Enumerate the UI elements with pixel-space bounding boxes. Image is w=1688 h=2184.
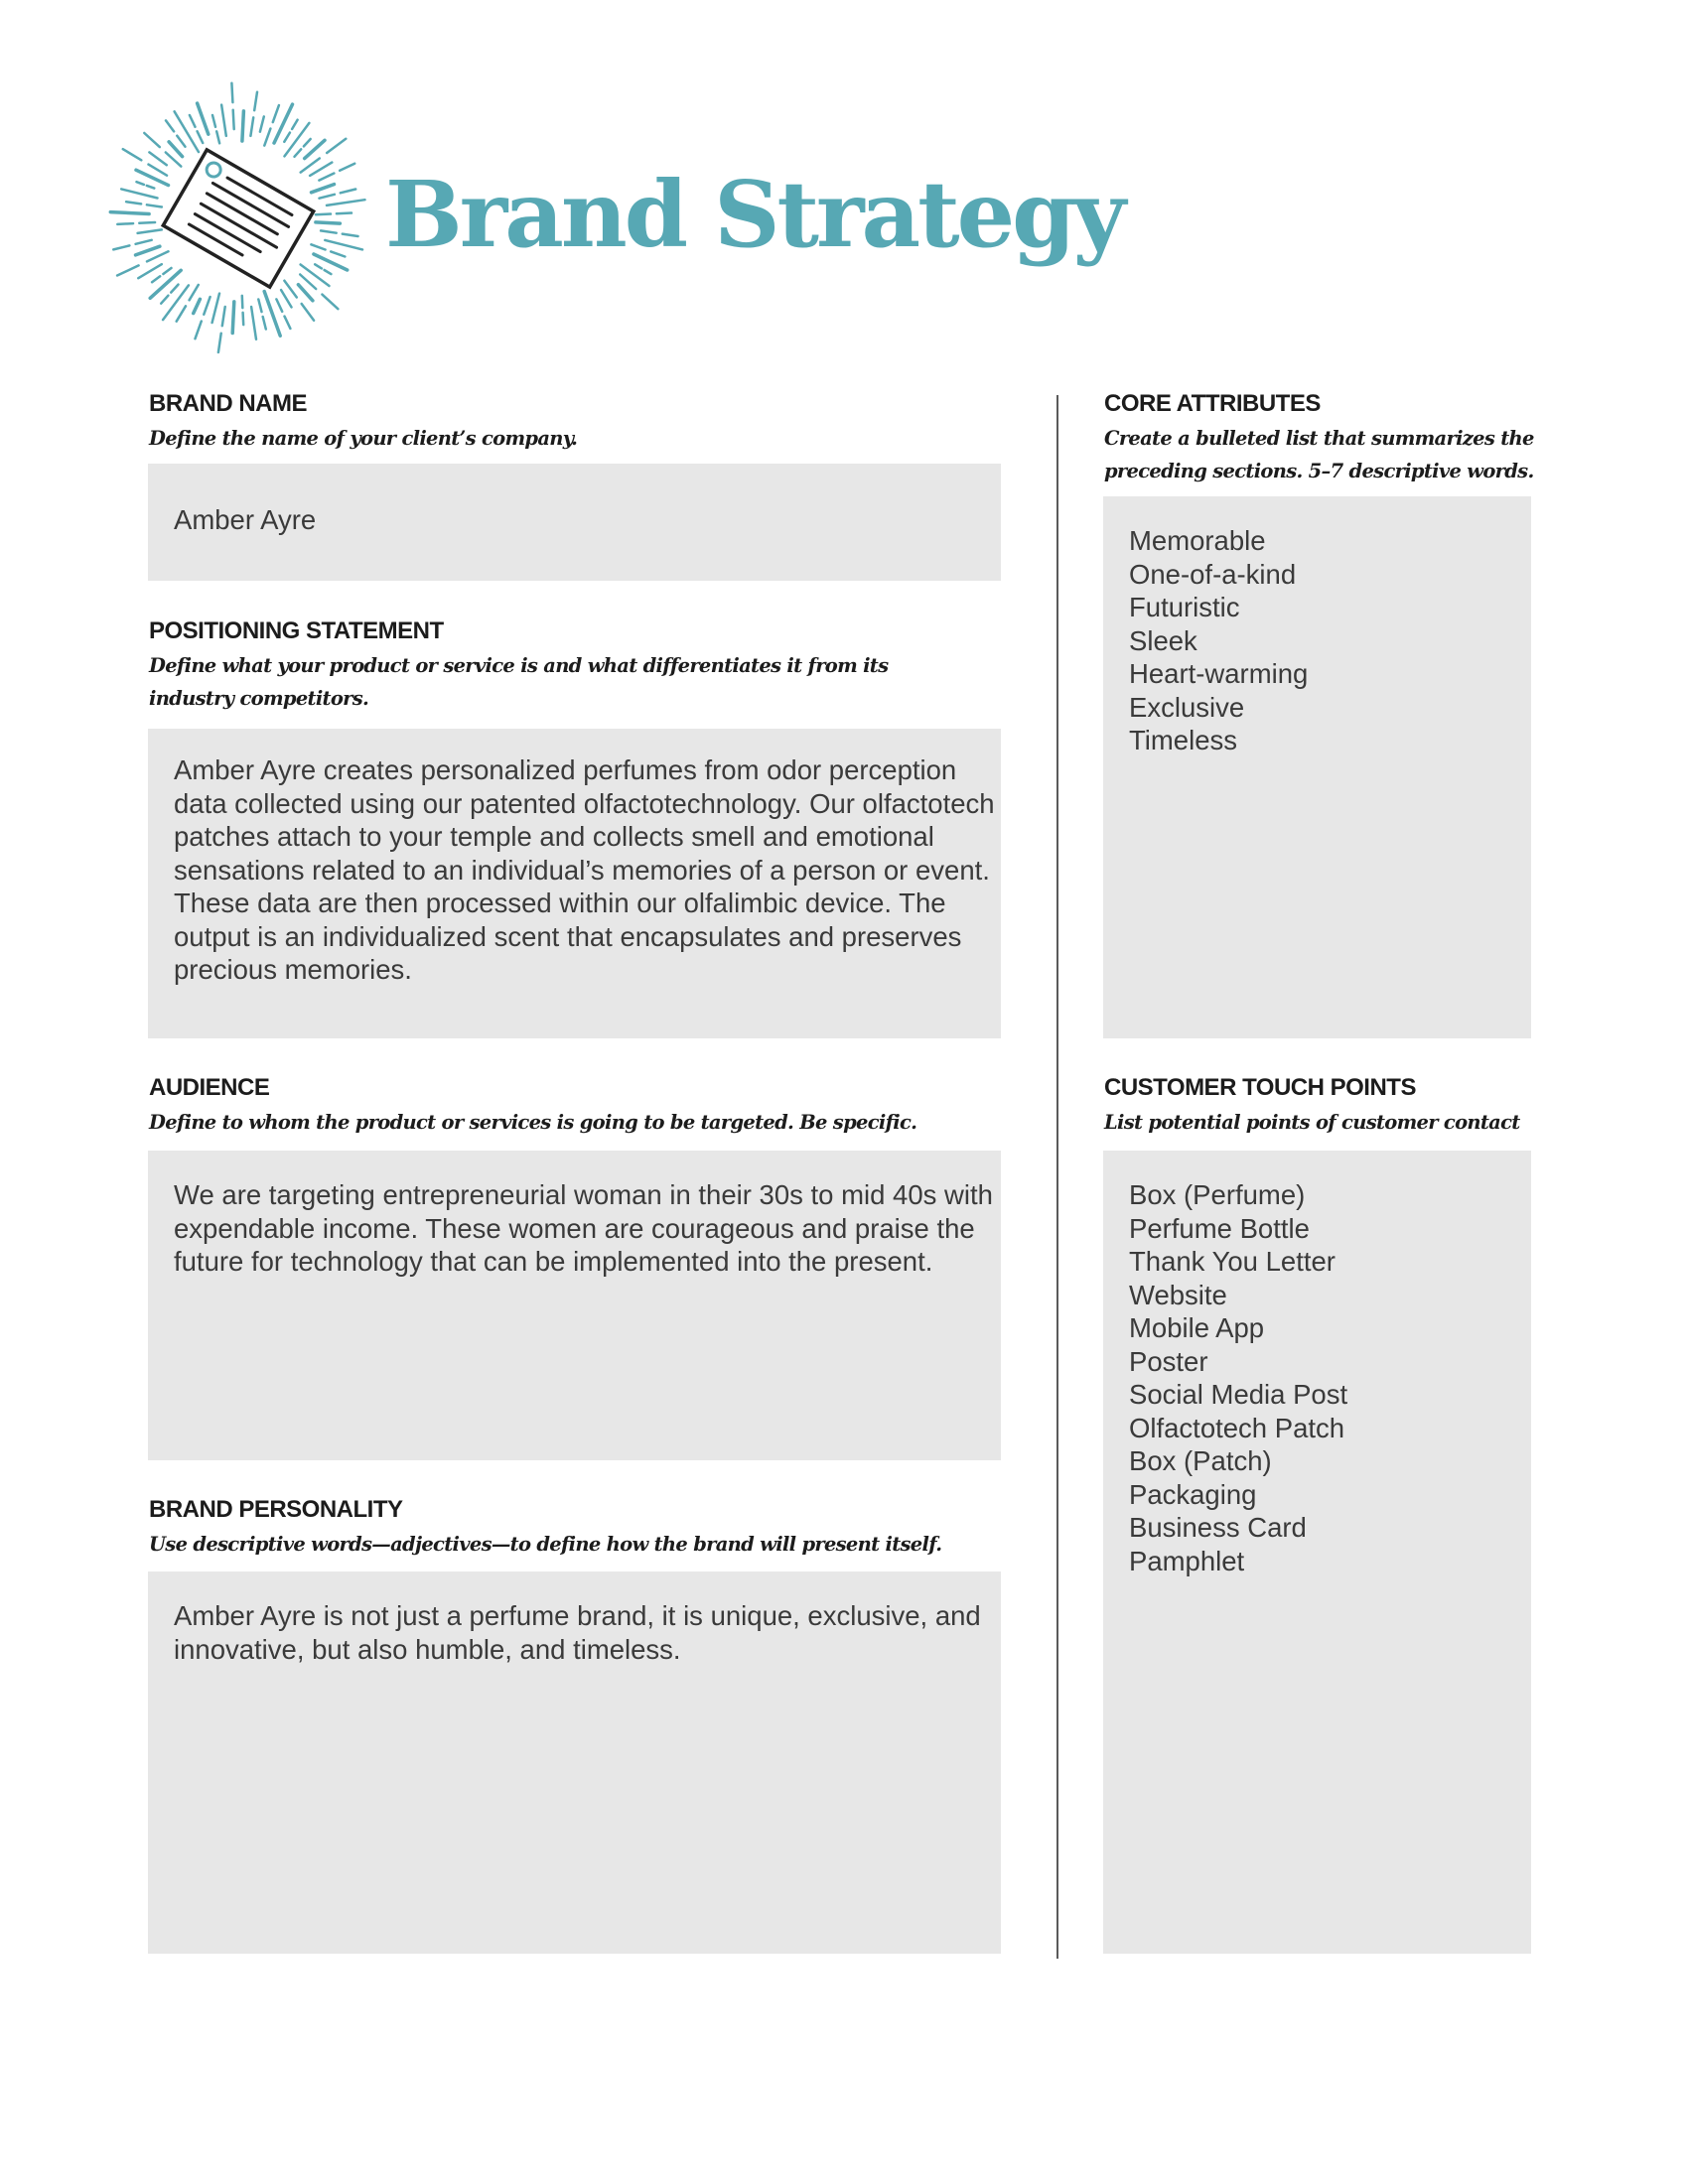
starburst-ray [194,299,201,313]
starburst-ray [315,264,322,268]
starburst-ray [319,174,334,181]
starburst-ray [190,285,199,300]
starburst-ray [136,240,152,244]
starburst-ray [273,105,279,122]
audience-section [149,1074,1003,1139]
starburst-ray [321,230,337,232]
positioning-statement-field[interactable] [148,729,1001,1038]
starburst-ray [340,164,354,171]
positioning-statement-description: Define what your product or service is and what differentiates it from its industry competitors. [149,654,889,710]
starburst-ray [254,92,257,111]
starburst-ray [171,285,178,293]
starburst-ray [139,222,155,223]
starburst-ray [327,200,365,205]
list-item: Timeless [1129,725,1237,755]
starburst-ray [341,190,355,194]
starburst-ray [325,240,362,250]
document-starburst-icon [94,79,382,367]
list-item: One-of-a-kind [1129,558,1297,590]
starburst-ray [198,131,204,143]
starburst-ray [243,313,244,325]
list-item: Thank You Letter [1129,1246,1336,1277]
starburst-ray [136,246,160,255]
starburst-ray [198,103,209,134]
starburst-ray [231,83,232,102]
core-attributes-field[interactable] [1103,496,1531,1038]
starburst-ray [331,251,345,256]
starburst-ray [242,111,244,141]
starburst-ray [327,139,346,153]
customer-touch-points-list [1129,1178,1531,1577]
starburst-ray [218,334,221,352]
core-attributes-description: Create a bulleted list that summarizes the preceding sections. 5–7 descriptive words. [1104,427,1534,482]
starburst-ray [322,295,338,310]
starburst-ray [161,296,168,304]
starburst-ray [264,129,270,146]
brand-name-section [149,390,1003,455]
list-item: Box (Patch) [1129,1445,1272,1476]
starburst-ray [285,317,291,329]
brand-personality-section [149,1496,1003,1561]
starburst-ray [169,142,183,157]
starburst-ray [251,307,256,340]
starburst-ray [301,265,330,287]
starburst-ray [316,214,331,215]
starburst-ray [117,265,139,275]
starburst-ray [295,149,302,157]
customer-touch-points-section [1104,1074,1561,1139]
starburst-ray [284,281,296,298]
starburst-ray [212,294,219,323]
starburst-ray [242,296,243,308]
list-item: Exclusive [1129,691,1245,723]
core-attributes-section [1104,390,1561,487]
starburst-ray [121,189,157,198]
starburst-ray [177,136,185,147]
list-item: Social Media Post [1129,1379,1348,1410]
starburst-ray [212,115,215,127]
starburst-ray [177,306,186,321]
starburst-ray [285,123,310,156]
starburst-ray [117,223,133,224]
starburst-ray [325,270,332,274]
brand-personality-heading: BRAND PERSONALITY [149,1496,403,1523]
brand-personality-value: Amber Ayre is not just a perfume brand, it is unique, exclusive, and innovative, but also humble, and timeless. [174,1600,981,1665]
starburst-ray [311,244,325,249]
starburst-ray [144,133,160,147]
brand-name-description: Define the name of your client’s company. [149,427,578,450]
starburst-ray [263,317,266,330]
starburst-ray [166,120,174,131]
list-item: Memorable [1129,525,1266,556]
starburst-ray [258,300,261,313]
starburst-ray [281,290,291,307]
brand-name-heading: BRAND NAME [149,390,307,417]
list-item: Sleek [1129,624,1197,656]
starburst-ray [113,245,129,249]
starburst-ray [292,120,298,129]
brand-name-field[interactable] [148,464,1001,581]
core-attributes-list [1129,524,1531,757]
list-item: Perfume Bottle [1129,1212,1310,1244]
column-divider [1056,395,1058,1959]
starburst-ray [302,304,314,321]
brand-name-value: Amber Ayre [174,504,317,535]
customer-touch-points-description: List potential points of customer contact [1104,1111,1520,1134]
starburst-ray [123,149,142,160]
list-item: Mobile App [1129,1312,1265,1343]
starburst-ray [138,229,162,233]
audience-value: We are targeting entrepreneurial woman in their 30s to mid 40s with expendable income. These women are courageous and praise the future for technology that can be implemented into the present. [174,1179,993,1277]
starburst-ray [152,276,160,282]
audience-field[interactable] [148,1151,1001,1460]
audience-heading: AUDIENCE [149,1074,270,1101]
starburst-ray [337,213,352,214]
starburst-ray [163,285,189,320]
starburst-ray [320,195,335,199]
starburst-ray [221,105,226,136]
starburst-ray [163,268,171,274]
starburst-ray [222,307,225,326]
list-item: Pamphlet [1129,1545,1245,1576]
positioning-statement-heading: POSITIONING STATEMENT [149,617,444,644]
starburst-ray [316,222,341,223]
list-item: Heart-warming [1129,658,1309,689]
core-attributes-heading: CORE ATTRIBUTES [1104,390,1321,417]
starburst-ray [233,110,234,129]
customer-touch-points-field[interactable] [1103,1151,1531,1954]
starburst-ray [204,297,210,315]
starburst-ray [312,185,335,193]
starburst-ray [276,299,282,311]
starburst-ray [298,285,313,301]
starburst-ray [149,165,168,176]
positioning-statement-value: Amber Ayre creates personalized perfumes from odor perception data collected using our patented olfactotechnology. Our olfactotech patches attach to your temple and collects smell and emotional sensations related to an individual’s memories of a person or event. These data are then processed within our olfalimbic device. The output is an individualized scent that encapsulates and preserves precious memories. [174,754,995,985]
page-title: Brand Strategy [385,161,1123,268]
starburst-ray [149,152,166,165]
starburst-ray [175,111,199,152]
brand-personality-field[interactable] [148,1571,1001,1954]
list-item: Website [1129,1279,1227,1310]
positioning-statement-section [149,617,1003,715]
starburst-ray [137,182,144,185]
list-item: Packaging [1129,1478,1257,1510]
starburst-ray [304,139,311,146]
starburst-ray [126,202,141,204]
starburst-ray [260,116,264,131]
starburst-ray [250,117,253,135]
list-item: Box (Perfume) [1129,1179,1306,1210]
list-item: Poster [1129,1345,1208,1377]
starburst-ray [147,186,155,189]
starburst-ray [216,131,219,143]
starburst-ray [284,133,290,142]
starburst-ray [150,270,181,298]
starburst-ray [232,302,234,334]
starburst-ray [147,205,162,206]
brand-personality-description: Use descriptive words—adjectives—to define how the brand will present itself. [149,1533,942,1556]
audience-description: Define to whom the product or services is going to be targeted. Be specific. [149,1111,917,1134]
starburst-ray [190,115,196,127]
starburst-ray [138,264,162,278]
list-item: Futuristic [1129,592,1240,622]
starburst-ray [110,212,149,214]
list-item: Business Card [1129,1512,1307,1543]
starburst-ray [147,251,169,261]
list-item: Olfactotech Patch [1129,1412,1345,1443]
starburst-ray [343,234,358,236]
starburst-ray [196,322,202,340]
customer-touch-points-heading: CUSTOMER TOUCH POINTS [1104,1074,1416,1101]
